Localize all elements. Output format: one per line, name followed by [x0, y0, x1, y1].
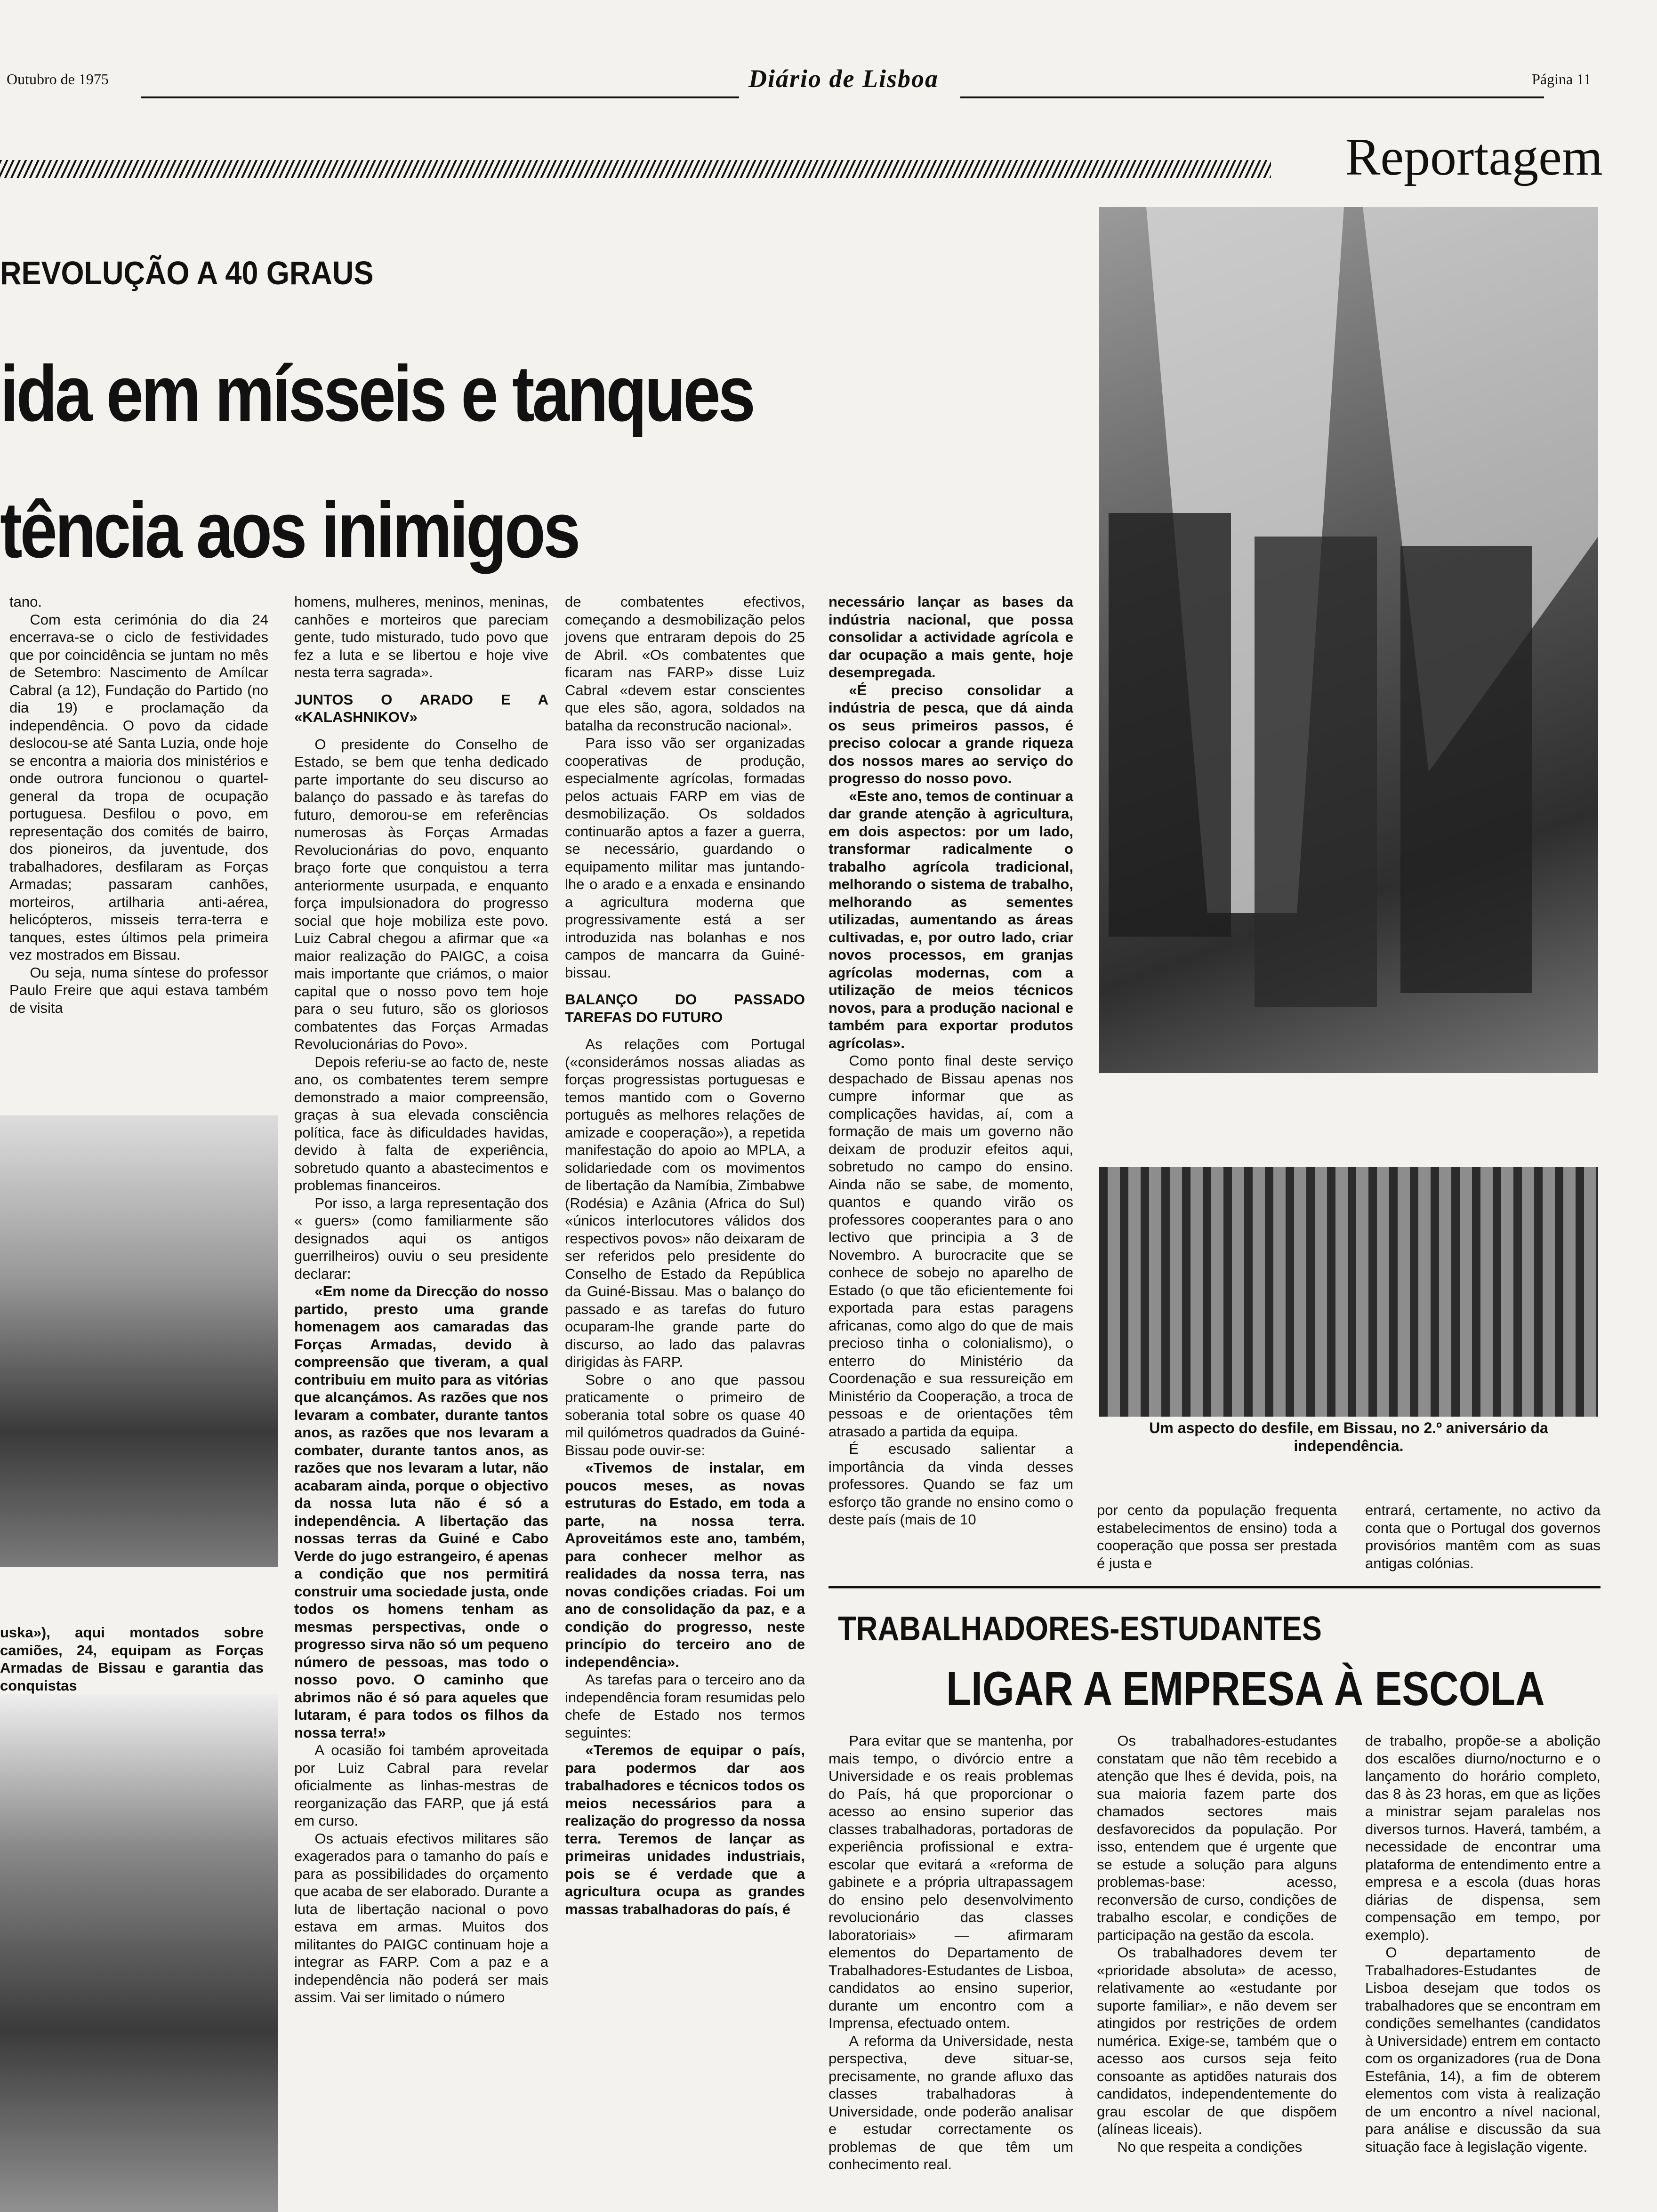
parade-soldiers-photo	[1099, 207, 1598, 1073]
paragraph: «Teremos de equipar o país, para podermos dar aos trabalhadores e técnicos todos os meios necessários para a realização do progresso da nossa terra. Teremos de lançar as primeiras unidades industriais, pois se é verdade que a agricultura ocupa as grandes massas trabalhadoras do país, é	[565, 1742, 805, 1917]
paragraph: «Tivemos de instalar, em poucos meses, as novas estruturas do Estado, em toda a parte, na nossa terra. Aproveitámos este ano, também, para conhecer melhor as realidades da nossa terra, nas novas condições criadas. Foi um ano de consolidação da paz, e a condição do progresso, neste princípio do terceiro ano de independência».	[565, 1459, 805, 1670]
article-column-4	[828, 593, 1073, 1591]
paragraph: Os trabalhadores devem ter «prioridade absoluta» de acesso, relativamente ao «estudante por suporte familiar», e não devem ser atingidos por restrições de ordem numérica. Exige-se, também que o acesso aos cursos seja feito consoante as aptidões naturais dos candidatos, independentemente do grau escolar de que dispõem (alíneas liceais).	[1097, 1944, 1337, 2137]
headline-line-2: tência aos inimigos	[0, 486, 579, 574]
paragraph: O presidente do Conselho de Estado, se bem que tenha dedicado parte importante do seu discurso ao balanço do passado e às tarefas do futuro, demorou-se em referências numerosas às Forças Armadas Revolucionárias do povo, enquanto braço forte que conquistou a terra anteriormente usurpada, e enquanto força impulsionadora do progresso social que hoje mobiliza este povo. Luiz Cabral chegou a afirmar que «a maior realização do PAIGC, a coisa mais importante que criámos, o maior capital que o nosso povo tem hoje para o seu futuro, são os gloriosos combatentes das Forças Armadas Revolucionárias do Povo».	[294, 736, 548, 1052]
issue-date: Outubro de 1975	[7, 71, 109, 88]
article-column-2	[294, 593, 548, 2207]
paragraph: Os actuais efectivos militares são exagerados para o tamanho do país e para as possibilidades do orçamento que acaba de ser elaborado. Durante a luta de libertação nacional o povo estava em armas. Muitos dos militantes do PAIGC continuam hoje a integrar as FARP. Com a paz e a independência não poderá ser mais assim. Vai ser limitado o número	[294, 1830, 548, 2005]
truck-photo-caption: uska»), aqui montados sobre camiões, 24, equipam as Forças Armadas de Bissau e garantia das conquistas	[0, 1624, 264, 1694]
paragraph: Sobre o ano que passou praticamente o primeiro de soberania total sobre os quase 40 mil quilómetros quadrados da Guiné-Bissau pode ouvir-se:	[565, 1371, 805, 1459]
paragraph: Para evitar que se mantenha, por mais tempo, o divórcio entre a Universidade e os reais problemas do País, há que proporcionar o acesso ao ensino superior das classes trabalhadoras, portadoras de experiência profissional e extra-escolar que evitará a «reforma de gabinete e a própria ultrapassagem do ensino pelo desenvolvimento revolucionário das classes laboratoriais» — afirmaram elementos do Departamento de Trabalhadores-Estudantes de Lisboa, candidatos ao ensino superior, durante um encontro com a Imprensa, efectuado ontem.	[828, 1732, 1073, 2031]
soldiers-silhouette-graphic	[1099, 207, 1598, 1073]
paragraph: As tarefas para o terceiro ano da independência foram resumidas pelo chefe de Estado nos termos seguintes:	[565, 1671, 805, 1741]
header-rule-right	[960, 96, 1544, 98]
paragraph: Como ponto final deste serviço despachado de Bissau apenas nos cumpre informar que as complicações havidas, aí, com a formação de mais um governo não deixam de produzir efeitos aqui, sobretudo no campo do ensino. Ainda não se sabe, de momento, quantos e quando virão os professores cooperantes para o ano lectivo que principia a 3 de Novembro. A burocracite que se conhece de sobejo no aparelho de Estado (o que tão eficientemente foi exportada para estas paragens africanas, como algo do que de mais precioso tinha o colonialismo), o enterro do Ministério da Coordenação e sua ressureição em Ministério da Cooperação, a troca de pessoas e de orientações têm atrasado a partida da equipa.	[828, 1052, 1073, 1440]
paragraph: «Este ano, temos de continuar a dar grande atenção à agricultura, em dois aspectos: por um lado, transformar radicalmente o trabalho agrícola tradicional, melhorando o sistema de trabalho, melhorando as sementes utilizadas, aumentando as áreas cultivadas, e, por outro lado, criar novos processos, em granjas agrícolas modernas, com a utilização de meios técnicos novos, para a produção nacional e também para exportar produtos agrícolas».	[828, 787, 1073, 1051]
parade-march-photo	[1099, 1167, 1598, 1417]
paragraph: tano.	[9, 593, 42, 610]
section-hatch-band	[0, 160, 1271, 178]
headline-line-1: ida em mísseis e tanques	[0, 349, 753, 438]
subheading: BALANÇO DO PASSADO TAREFAS DO FUTURO	[565, 991, 805, 1026]
rocket-truck-photo	[0, 1115, 278, 1567]
box-column-3	[1365, 1732, 1601, 2207]
paragraph: «É preciso consolidar a indústria de pesca, que dá ainda os seus primeiros passos, é preciso colocar a grande riqueza dos nossos mares ao serviço do progresso do nosso povo.	[828, 681, 1073, 786]
paragraph: As relações com Portugal («considerámos nossas aliadas as forças progressistas portuguesas e temos mantido com o Governo português as melhores relações de amizade e cooperação»), a repetida manifestação do apoio ao MPLA, a solidariedade com os movimentos de libertação da Namíbia, Zimbabwe (Rodésia) e Azânia (Africa do Sul) «únicos interlocutores válidos dos respectivos povos» não deixaram de ser referidos pelo presidente do Conselho de Estado da República da Guiné-Bissau. Mas o balanço do passado e as tarefas do futuro ocuparam-lhe grande parte do discurso, ao lado das palavras dirigidas às FARP.	[565, 1036, 805, 1370]
photo-caption: Um aspecto do desfile, em Bissau, no 2.º aniversário da independência.	[1149, 1419, 1548, 1454]
paragraph: Para isso vão ser organizadas cooperativas de produção, especialmente agrícolas, formadas pelos actuais FARP em vias de desmobilização. Os soldados continuarão aptos a fazer a guerra, se necessário, guardando o equipamento militar mas juntando-lhe o arado e a enxada e ensinando a agricultura moderna que progressivamente está a ser introduzida nas bolanhas e nos campos de mancarra da Guiné-bissau.	[565, 735, 805, 981]
paragraph: A reforma da Universidade, nesta perspectiva, deve situar-se, precisamente, no grande afluxo das classes trabalhadoras à Universidade, onde poderão analisar e estudar correctamente os problemas de que têm um conhecimento real.	[828, 2032, 1073, 2172]
paragraph: No que respeita a condições	[1117, 2138, 1303, 2155]
paragraph: de trabalho, propõe-se a abolição dos escalões diurno/nocturno e o lançamento do horário completo, das 8 às 23 horas, em que as lições a ministrar sejam paralelas nos diversos turnos. Haverá, também, a necessidade de encontrar uma plataforma de entendimento entre a empresa e a escola (duas horas diárias de dispensa, sem compensação em tempo, por exemplo).	[1365, 1732, 1601, 1943]
paragraph: de combatentes efectivos, começando a desmobilização pelos jovens que entraram depois do 25 de Abril. «Os combatentes que ficaram nas FARP» disse Luiz Cabral «devem estar conscientes que eles são, agora, soldados na batalha da reconstrucão nacional».	[565, 593, 805, 734]
subheading: JUNTOS O ARADO E A «KALASHNIKOV»	[294, 691, 548, 725]
article-column-5-tail: por cento da população frequenta estabelecimentos de ensino) toda a cooperação que possa ser prestada é justa e	[1097, 1502, 1337, 1571]
article-column-3	[565, 593, 805, 2207]
paragraph: Depois referiu-se ao facto de, neste ano, os combatentes terem sempre demonstrado a maior compreensão, graças à sua elevada consciência política, face às dificuldades havidas, devido à falta de experiência, sobretudo quanto a abastecimentos e problemas financeiros.	[294, 1053, 548, 1194]
box-column-1	[828, 1732, 1073, 2207]
paragraph: Os trabalhadores-estudantes constatam que não têm recebido a atenção que lhes é devida, pois, na sua maioria fazem parte dos chamados sectores mais desfavorecidos da população. Por isso, entendem que é urgente que se estude a solução para alguns problemas-base: acesso, reconversão de curso, condições de trabalho escolar, e condições de participação na gestão da escola.	[1097, 1732, 1337, 1943]
paragraph: É escusado salientar a importância da vinda desses professores. Quando se faz um esforço tão grande no ensino como o deste país (mais de 10	[828, 1441, 1073, 1528]
tank-photo	[0, 1694, 278, 2212]
box-title: LIGAR A EMPRESA À ESCOLA	[946, 1662, 1545, 1715]
newspaper-name: Diário de Lisboa	[748, 64, 939, 93]
paragraph: Por isso, a larga representação dos « guers» (como familiarmente são designados aqui os antigos guerrilheiros) ouviu o seu presidente declarar:	[294, 1194, 548, 1282]
article-kicker: REVOLUÇÃO A 40 GRAUS	[0, 255, 374, 291]
paragraph: homens, mulheres, meninos, meninas, canhões e morteiros que pareciam gente, tudo misturado, tudo povo que fez a luta e se libertou e hoje vive nesta terra sagrada».	[294, 593, 548, 681]
box-kicker: TRABALHADORES-ESTUDANTES	[838, 1610, 1322, 1648]
paragraph: Ou seja, numa síntese do professor Paulo Freire que aqui estava também de visita	[9, 964, 268, 1016]
article-column-6-tail: entrará, certamente, no activo da conta que o Portugal dos governos provisórios mantêm com as suas antigas colónias.	[1365, 1502, 1601, 1571]
paragraph: «Em nome da Direcção do nosso partido, presto uma grande homenagem aos camaradas das Forças Armadas, devido à compreensão que tiveram, a qual contribuiu em muito para as vitórias que alcançámos. As razões que nos levaram a combater, durante tantos anos, as razões que nos levaram a combater, durante tantos anos, as razões que nos levaram a lutar, não acabaram ainda, porque o objectivo da nossa luta não é só a independência. A libertação das nossas terras da Guiné e Cabo Verde do jugo estrangeiro, é apenas a condição que nos permitirá construir uma sociedade justa, onde todos os homens tenham as mesmas perspectivas, onde o progresso sirva não só um pequeno número de pessoas, mas todo o nosso povo. O caminho que abrimos não é só para aqueles que lutaram, é para todos os filhos da nossa terra!»	[294, 1283, 548, 1741]
paragraph: Com esta cerimónia do dia 24 encerrava-se o ciclo de festividades que por coincidência se juntam no mês de Setembro: Nascimento de Amílcar Cabral (a 12), Fundação do Partido (no dia 19) e proclamação da independência. O povo da cidade deslocou-se até Santa Luzia, onde hoje se encontra a maioria dos ministérios e onde outrora funcionou o quartel-general da tropa de ocupação portuguesa. Desfilou o povo, em representação dos comités de bairro, dos pioneiros, da juventude, dos trabalhadores, desfilaram as Forças Armadas; passaram canhões, morteiros, artilharia anti-aérea, helicópteros, misseis terra-terra e tanques, estes últimos pela primeira vez mostrados em Bissau.	[9, 611, 268, 963]
page-number: Página 11	[1532, 71, 1591, 88]
paragraph: A ocasião foi também aproveitada por Luiz Cabral para revelar oficialmente as linhas-mestras de reorganização das FARP, que já está em curso.	[294, 1742, 548, 1829]
paragraph: necessário lançar as bases da indústria nacional, que possa consolidar a actividade agrícola e dar ocupação a mais gente, hoje desempregada.	[828, 593, 1073, 681]
article-column-1	[9, 593, 268, 1097]
header-rule-left	[141, 96, 739, 98]
section-title: Reportagem	[1345, 128, 1603, 186]
box-top-rule	[828, 1586, 1601, 1588]
box-column-2	[1097, 1732, 1337, 2207]
paragraph: O departamento de Trabalhadores-Estudantes de Lisboa desejam que todos os trabalhadores que se encontram em condições semelhantes (candidatos à Universidade) entrem em contacto com os organizadores (rua de Dona Estefânia, 14), a fim de obterem elementos com vista à realização de um encontro a nível nacional, para análise e discussão da sua situação face à legislação vigente.	[1365, 1944, 1601, 2155]
